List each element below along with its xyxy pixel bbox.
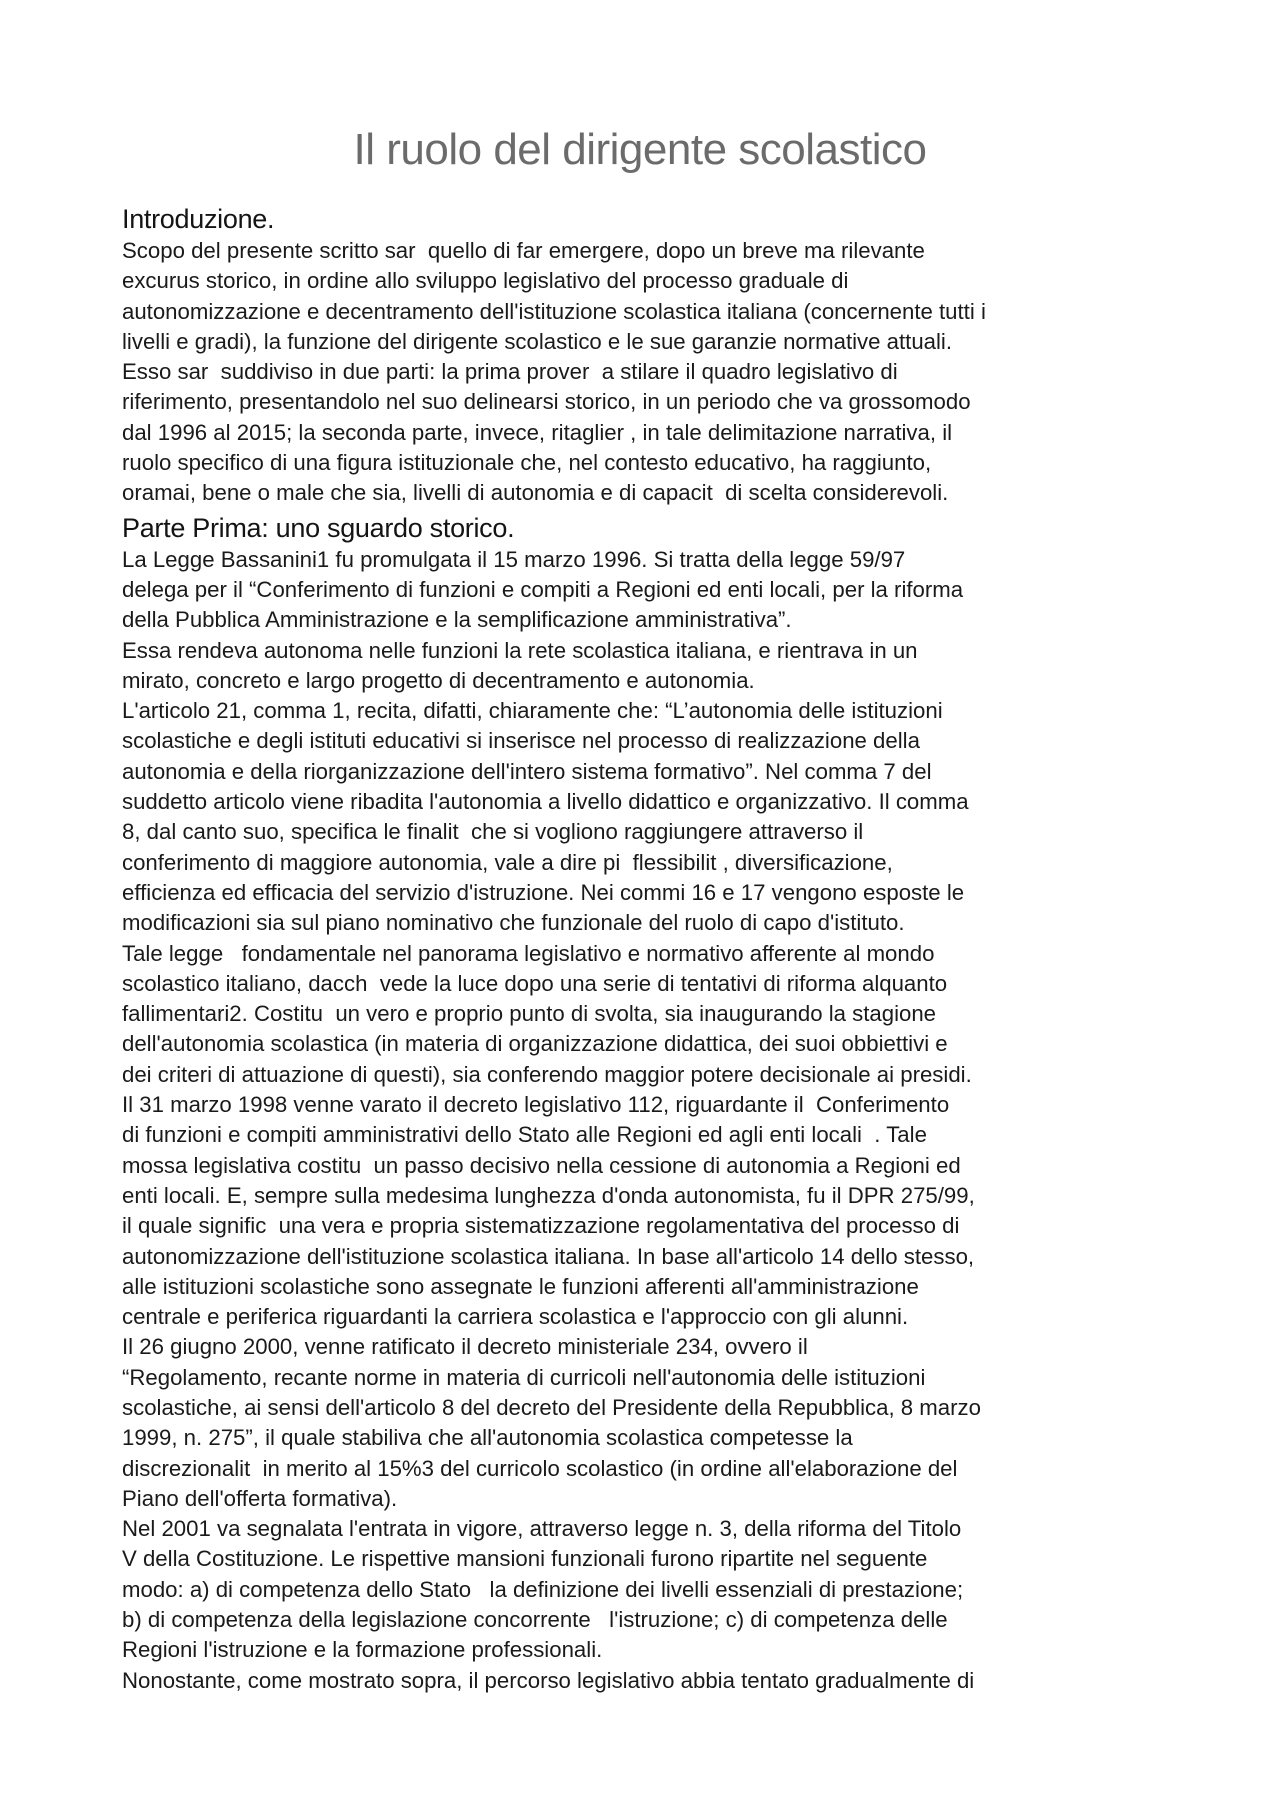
text-line: discrezionalit in merito al 15%3 del curricolo scolastico (in ordine all'elaborazione del	[122, 1455, 958, 1481]
section-heading: Parte Prima: uno sguardo storico.	[122, 512, 515, 543]
text-line: di funzioni e compiti amministrativi dello Stato alle Regioni ed agli enti locali . Tale	[122, 1122, 927, 1148]
paragraph	[122, 545, 1122, 636]
paragraph	[122, 696, 1122, 938]
text-line: delega per il “Conferimento di funzioni e compiti a Regioni ed enti locali, per la riforma	[122, 576, 964, 602]
page-title: Il ruolo del dirigente scolastico	[353, 125, 927, 174]
text-line: Tale legge fondamentale nel panorama legislativo e normativo afferente al mondo	[122, 940, 935, 966]
text-line: scolastico italiano, dacch vede la luce dopo una serie di tentativi di riforma alquanto	[122, 970, 948, 996]
text-line: Scopo del presente scritto sar quello di far emergere, dopo un breve ma rilevante	[122, 238, 925, 263]
text-line: Regioni l'istruzione e la formazione professionali.	[122, 1637, 603, 1663]
document-body	[122, 202, 1122, 1696]
paragraph	[122, 636, 1122, 697]
text-line: oramai, bene o male che sia, livelli di autonomia e di capacit di scelta considerevoli.	[122, 480, 949, 506]
text-line: suddetto articolo viene ribadita l'autonomia a livello didattico e organizzativo. Il comma	[122, 789, 969, 815]
text-line: centrale e periferica riguardanti la carriera scolastica e l'approccio con gli alunni.	[122, 1304, 909, 1330]
text-line: 1999, n. 275”, il quale stabiliva che all'autonomia scolastica competesse la	[122, 1425, 853, 1451]
paragraph	[122, 357, 1122, 508]
text-line: dal 1996 al 2015; la seconda parte, invece, ritaglier , in tale delimitazione narrativa, il	[122, 419, 953, 445]
text-line: Esso sar suddiviso in due parti: la prima prover a stilare il quadro legislativo di	[122, 359, 898, 385]
text-line: mirato, concreto e largo progetto di decentramento e autonomia.	[122, 667, 755, 693]
text-line: Essa rendeva autonoma nelle funzioni la rete scolastica italiana, e rientrava in un	[122, 637, 918, 663]
text-line: livelli e gradi), la funzione del dirigente scolastico e le sue garanzie normative attuali.	[122, 328, 953, 354]
paragraph	[122, 1090, 1122, 1332]
paragraph	[122, 1666, 1122, 1696]
text-line: conferimento di maggiore autonomia, vale a dire pi flessibilit , diversificazione,	[122, 849, 893, 875]
text-line: autonomia e della riorganizzazione dell'intero sistema formativo”. Nel comma 7 del	[122, 758, 932, 784]
text-line: Nonostante, come mostrato sopra, il percorso legislativo abbia tentato gradualmente di	[122, 1667, 975, 1693]
text-line: efficienza ed efficacia del servizio d'istruzione. Nei commi 16 e 17 vengono esposte le	[122, 879, 965, 905]
text-line: La Legge Bassanini1 fu promulgata il 15 marzo 1996. Si tratta della legge 59/97	[122, 546, 906, 572]
text-line: L'articolo 21, comma 1, recita, difatti, chiaramente che: “L’autonomia delle istituzioni	[122, 698, 943, 724]
text-line: fallimentari2. Costitu un vero e proprio punto di svolta, sia inaugurando la stagione	[122, 1001, 937, 1027]
text-line: riferimento, presentandolo nel suo delinearsi storico, in un periodo che va grossomodo	[122, 389, 971, 415]
text-line: modificazioni sia sul piano nominativo che funzionale del ruolo di capo d'istituto.	[122, 910, 905, 936]
text-line: scolastiche e degli istituti educativi si inserisce nel processo di realizzazione della	[122, 728, 920, 754]
text-line: autonomizzazione dell'istituzione scolastica italiana. In base all'articolo 14 dello stesso,	[122, 1243, 975, 1269]
text-line: V della Costituzione. Le rispettive mansioni funzionali furono ripartite nel seguente	[122, 1546, 928, 1572]
text-line: Il 31 marzo 1998 venne varato il decreto legislativo 112, riguardante il Conferimento	[122, 1092, 950, 1118]
section-heading: Introduzione.	[122, 204, 275, 234]
text-line: 8, dal canto suo, specifica le finalit che si vogliono raggiungere attraverso il	[122, 819, 864, 845]
text-line: dell'autonomia scolastica (in materia di organizzazione didattica, dei suoi obbiettivi e	[122, 1031, 948, 1057]
text-line: dei criteri di attuazione di questi), sia conferendo maggior potere decisionale ai presidi.	[122, 1061, 972, 1087]
text-line: alle istituzioni scolastiche sono assegnate le funzioni afferenti all'amministrazione	[122, 1273, 919, 1299]
text-line: mossa legislativa costitu un passo decisivo nella cessione di autonomia a Regioni ed	[122, 1152, 961, 1178]
text-line: modo: a) di competenza dello Stato la definizione dei livelli essenziali di prestazione;	[122, 1576, 964, 1602]
paragraph	[122, 1332, 1122, 1514]
paragraph	[122, 236, 1122, 357]
text-line: Piano dell'offerta formativa).	[122, 1485, 398, 1511]
text-line: autonomizzazione e decentramento dell'istituzione scolastica italiana (concernente tutti i	[122, 298, 986, 324]
text-line: enti locali. E, sempre sulla medesima lunghezza d'onda autonomista, fu il DPR 275/99,	[122, 1182, 975, 1208]
text-line: scolastiche, ai sensi dell'articolo 8 del decreto del Presidente della Repubblica, 8 marzo	[122, 1394, 981, 1420]
text-line: b) di competenza della legislazione concorrente l'istruzione; c) di competenza delle	[122, 1607, 948, 1633]
text-line: Il 26 giugno 2000, venne ratificato il decreto ministeriale 234, ovvero il	[122, 1334, 808, 1360]
text-line: excurus storico, in ordine allo sviluppo legislativo del processo graduale di	[122, 268, 849, 294]
text-line: Nel 2001 va segnalata l'entrata in vigore, attraverso legge n. 3, della riforma del Titolo	[122, 1516, 962, 1542]
paragraph	[122, 939, 1122, 1090]
text-line: il quale signific una vera e propria sistematizzazione regolamentativa del processo di	[122, 1213, 960, 1239]
text-line: della Pubblica Amministrazione e la semplificazione amministrativa”.	[122, 607, 792, 633]
paragraph	[122, 1514, 1122, 1665]
text-line: “Regolamento, recante norme in materia di curricoli nell'autonomia delle istituzioni	[122, 1364, 926, 1390]
text-line: ruolo specifico di una figura istituzionale che, nel contesto educativo, ha raggiunto,	[122, 450, 932, 476]
